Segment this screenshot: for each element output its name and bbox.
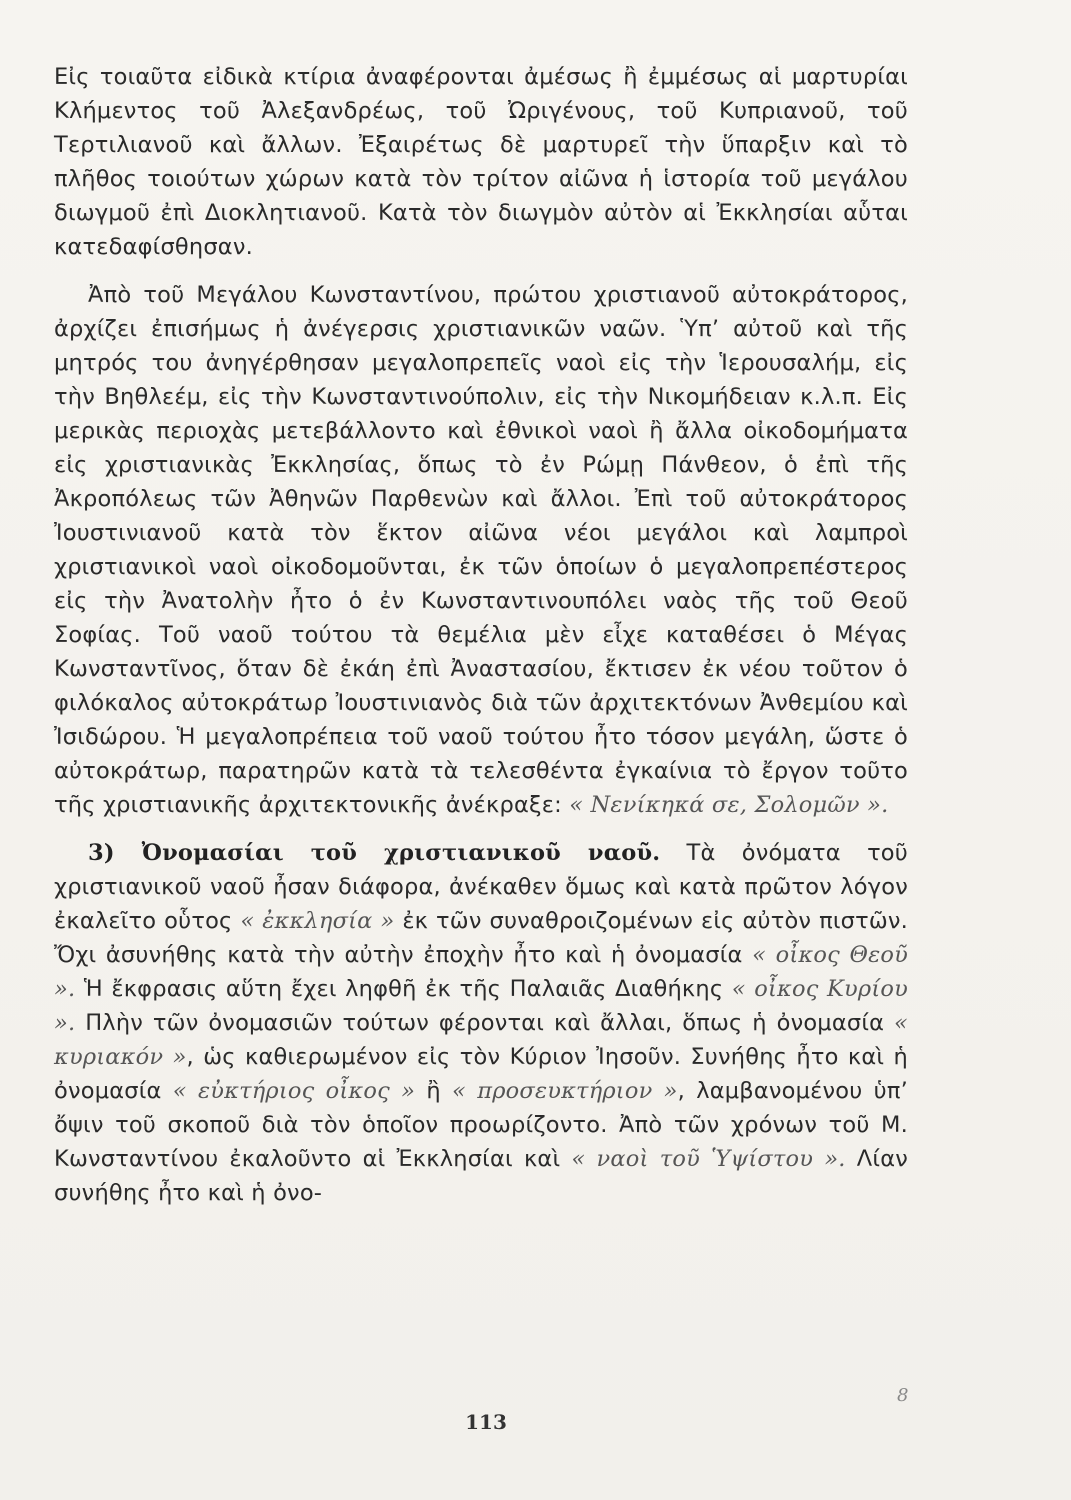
paragraph-3 bbox=[54, 836, 908, 1210]
quoted-term: « προσευκτήριον » bbox=[452, 1078, 678, 1104]
text-run: ἢ bbox=[415, 1078, 453, 1104]
quoted-term: « εὐκτήριος οἶκος » bbox=[172, 1078, 416, 1104]
text-run: Ἀπὸ τοῦ Μεγάλου Κωνσταντίνου, πρώτου χριστιανοῦ αὐτοκράτορος, ἀρχίζει ἐπισήμως ἡ ἀνέγερσις χριστιανικῶν ναῶν. Ὑπ’ αὐτοῦ καὶ τῆς μητρός του ἀνηγέρθησαν μεγαλοπρεπεῖς ναοὶ εἰς τὴν Ἱερουσαλήμ, εἰς τὴν Βηθλεέμ, εἰς τὴν Κωνσταντινούπολιν, εἰς τὴν Νικομήδειαν κ.λ.π. Εἰς μερικὰς περιοχὰς μετεβάλλοντο καὶ ἐθνικοὶ ναοὶ ἢ ἄλλα οἰκοδομήματα εἰς χριστιανικὰς Ἐκκλησίας, ὅπως τὸ ἐν Ρώμῃ Πάνθεον, ὁ ἐπὶ τῆς Ἀκροπόλεως τῶν Ἀθηνῶν Παρθενὼν καὶ ἄλλοι. Ἐπὶ τοῦ αὐτοκράτορος Ἰουστινιανοῦ κατὰ τὸν ἕκτον αἰῶνα νέοι μεγάλοι καὶ λαμπροὶ χριστιανικοὶ ναοὶ οἰκοδομοῦνται, ἐκ τῶν ὁποίων ὁ μεγαλοπρεπέστερος εἰς τὴν Ἀνατολὴν ἦτο ὁ ἐν Κωνσταντινουπόλει ναὸς τῆς τοῦ Θεοῦ Σοφίας. Τοῦ ναοῦ τούτου τὰ θεμέλια μὲν εἶχε καταθέσει ὁ Μέγας Κωνσταντῖνος, ὅταν δὲ ἐκάη ἐπὶ Ἀναστασίου, ἔκτισεν ἐκ νέου τοῦτον ὁ φιλόκαλος αὐτοκράτωρ Ἰουστινιανὸς διὰ τῶν ἀρχιτεκτόνων Ἀνθεμίου καὶ Ἰσιδώρου. Ἡ μεγαλοπρέπεια τοῦ ναοῦ τούτου ἦτο τόσον μεγάλη, ὥστε ὁ αὐτοκράτωρ, παρατηρῶν κατὰ τὰ τελεσθέντα ἐγκαίνια τὸ ἔργον τοῦτο τῆς χριστιανικῆς ἀρχιτεκτονικῆς ἀνέκραξε: bbox=[54, 282, 908, 818]
quoted-term: « κυριακόν » bbox=[54, 1010, 908, 1070]
text-run: Εἰς τοιαῦτα εἰδικὰ κτίρια ἀναφέρονται ἀμέσως ἢ ἐμμέσως αἱ μαρτυρίαι Κλήμεντος τοῦ Ἀλεξανδρέως, τοῦ Ὠριγένους, τοῦ Κυπριανοῦ, τοῦ Τερτιλιανοῦ καὶ ἄλλων. Ἐξαιρέτως δὲ μαρτυρεῖ τὴν ὕπαρξιν καὶ τὸ πλῆθος τοιούτων χώρων κατὰ τὸν τρίτον αἰῶνα ἡ ἱστορία τοῦ μεγάλου διωγμοῦ ἐπὶ Διοκλητιανοῦ. Κατὰ τὸν διωγμὸν αὐτὸν αἱ Ἐκκλησίαι αὗται κατεδαφίσθησαν. bbox=[54, 64, 908, 260]
text-run: , ὡς καθιερωμένον εἰς τὸν Κύριον Ἰησοῦν. Συνήθης ἦτο καὶ ἡ ὀνομασία bbox=[54, 1044, 908, 1104]
quoted-term: « οἶκος Κυρίου ». bbox=[54, 976, 908, 1036]
quoted-term: « Νενίκηκά σε, Σολομῶν ». bbox=[569, 792, 889, 818]
page-number: 113 bbox=[465, 1410, 507, 1434]
paragraph-1 bbox=[54, 60, 908, 264]
body-text bbox=[54, 60, 908, 1210]
quoted-term: « ναοὶ τοῦ Ὑψίστου ». bbox=[571, 1146, 846, 1172]
text-run: Τὰ ὀνόματα τοῦ χριστιανικοῦ ναοῦ ἦσαν διάφορα, ἀνέκαθεν ὅμως καὶ κατὰ πρῶτον λόγον ἐκαλεῖτο οὗτος bbox=[54, 840, 908, 934]
section-heading: 3) Ὀνομασίαι τοῦ χριστιανικοῦ ναοῦ. bbox=[88, 840, 661, 866]
text-run: Λίαν συνήθης ἦτο καὶ ἡ ὀνο- bbox=[54, 1146, 908, 1206]
paragraph-2 bbox=[54, 278, 908, 822]
text-run: , λαμβανομένου ὑπ’ ὄψιν τοῦ σκοποῦ διὰ τὸν ὁποῖον προωρίζοντο. Ἀπὸ τῶν χρόνων τοῦ Μ. Κωνσταντίνου ἐκαλοῦντο αἱ Ἐκκλησίαι καὶ bbox=[54, 1078, 908, 1172]
quoted-term: « ἐκκλησία » bbox=[240, 908, 395, 934]
text-run: Πλὴν τῶν ὀνομασιῶν τούτων φέρονται καὶ ἄλλαι, ὅπως ἡ ὀνομασία bbox=[75, 1010, 895, 1036]
signature-mark: 8 bbox=[897, 1385, 909, 1406]
text-run: Ἡ ἔκφρασις αὕτη ἔχει ληφθῆ ἐκ τῆς Παλαιᾶς Διαθήκης bbox=[75, 976, 732, 1002]
text-run: ἐκ τῶν συναθροιζομένων εἰς αὐτὸν πιστῶν. Ὄχι ἀσυνήθης κατὰ τὴν αὐτὴν ἐποχὴν ἦτο καὶ ἡ ὀνομασία bbox=[54, 908, 909, 968]
quoted-term: « οἶκος Θεοῦ ». bbox=[54, 942, 908, 1002]
